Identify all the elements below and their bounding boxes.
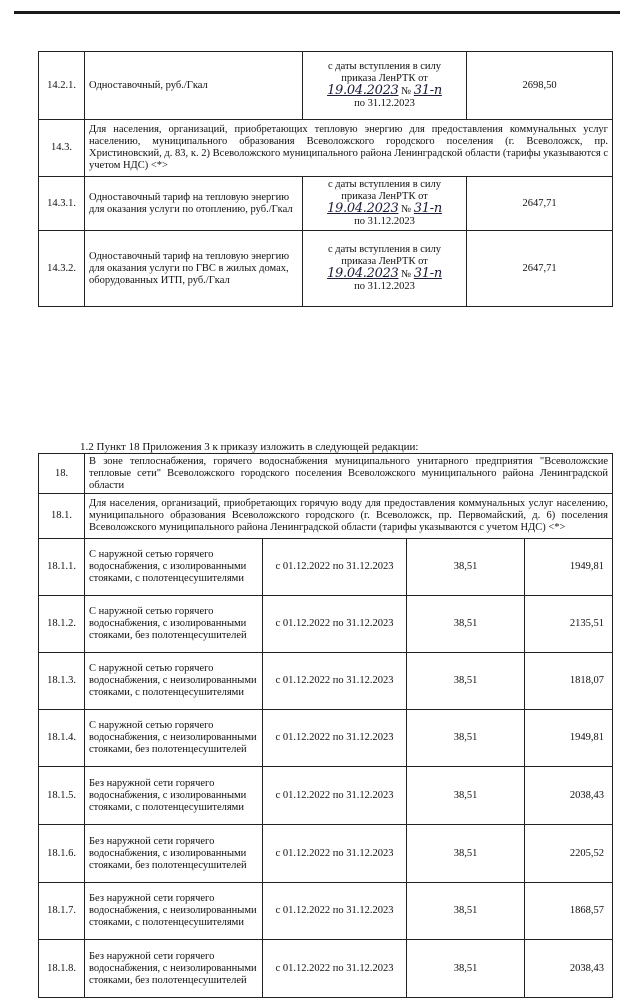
table-row [39,454,613,494]
tariff-table-hot-water [38,453,613,998]
validity-period: с 01.12.2022 по 31.12.2023 [263,539,407,596]
validity-period: с даты вступления в силу приказа ЛенРТК от 19.04.2023 № 31-п по 31.12.2023 [303,231,467,307]
tariff-value: 1949,81 [525,539,613,596]
row-number: 14.2.1. [39,52,85,120]
validity-period: с 01.12.2022 по 31.12.2023 [263,710,407,767]
row-description: Без наружной сети горячего водоснабжения, с неизолированными стояками, без полотенцесушителей [85,940,263,998]
row-number: 18. [39,454,85,494]
row-number: 18.1.7. [39,883,85,940]
component-value: 38,51 [407,940,525,998]
row-description: Без наружной сети горячего водоснабжения, с изолированными стояками, без полотенцесушителей [85,825,263,883]
table-row [39,710,613,767]
row-number: 18.1.6. [39,825,85,883]
component-value: 38,51 [407,825,525,883]
tariff-value: 2647,71 [467,231,613,307]
row-description: С наружной сетью горячего водоснабжения, с изолированными стояками, без полотенцесушителей [85,596,263,653]
table-row [39,52,613,120]
table-row [39,767,613,825]
handwritten-date: 19.04.2023 [327,201,399,216]
handwritten-date: 19.04.2023 [327,83,399,98]
section-description: Для населения, организаций, приобретающих горячую воду для предоставления коммунальных услуг населению, муниципального образования Всеволожского городского (г. Всеволожск, пр. Первомайский, д. 6) поселения Всеволожского муниципального района Ленинградской области (тарифы указываются с учетом НДС) <*> [85,494,613,539]
table-row [39,120,613,177]
tariff-value: 2135,51 [525,596,613,653]
component-value: 38,51 [407,539,525,596]
row-description: Одноставочный, руб./Гкал [85,52,303,120]
validity-period: с даты вступления в силу приказа ЛенРТК от 19.04.2023 № 31-п по 31.12.2023 [303,52,467,120]
component-value: 38,51 [407,767,525,825]
row-number: 18.1.4. [39,710,85,767]
row-number: 18.1.3. [39,653,85,710]
section-caption: 1.2 Пункт 18 Приложения 3 к приказу изложить в следующей редакции: [80,441,419,453]
row-number: 14.3.2. [39,231,85,307]
row-description: С наружной сетью горячего водоснабжения, с неизолированными стояками, с полотенцесушителями [85,653,263,710]
validity-period: с 01.12.2022 по 31.12.2023 [263,653,407,710]
row-description: Без наружной сети горячего водоснабжения, с неизолированными стояками, с полотенцесушителями [85,883,263,940]
row-number: 18.1.1. [39,539,85,596]
validity-period: с 01.12.2022 по 31.12.2023 [263,596,407,653]
validity-period: с 01.12.2022 по 31.12.2023 [263,940,407,998]
table-row [39,494,613,539]
component-value: 38,51 [407,653,525,710]
scan-edge-line [14,11,620,14]
tariff-value: 1949,81 [525,710,613,767]
table-row [39,596,613,653]
handwritten-order-number: 31-п [413,83,442,98]
section-description: Для населения, организаций, приобретающих тепловую энергию для предоставления коммунальных услуг населению, муниципального образования Всеволожского городского поселения (г. Всеволожск, пр. Христиновский, д. 83, к. 2) Всеволожского муниципального района Ленинградской области (тарифы указываются с учетом НДС) <*> [85,120,613,177]
table-row [39,653,613,710]
validity-period: с 01.12.2022 по 31.12.2023 [263,883,407,940]
tariff-table-heat [38,51,613,307]
tariff-value: 2038,43 [525,767,613,825]
row-description: С наружной сетью горячего водоснабжения, с изолированными стояками, с полотенцесушителями [85,539,263,596]
row-number: 14.3. [39,120,85,177]
table-row [39,825,613,883]
tariff-value: 1818,07 [525,653,613,710]
row-description: Одноставочный тариф на тепловую энергию для оказания услуги по ГВС в жилых домах, оборудованных ИТП, руб./Гкал [85,231,303,307]
validity-period: с даты вступления в силу приказа ЛенРТК от 19.04.2023 № 31-п по 31.12.2023 [303,177,467,231]
tariff-value: 1868,57 [525,883,613,940]
handwritten-order-number: 31-п [413,266,442,281]
section-description: В зоне теплоснабжения, горячего водоснабжения муниципального унитарного предприятия "Всеволожские тепловые сети" Всеволожского городского поселения Всеволожского муниципального района Ленинградской области [85,454,613,494]
table-row [39,883,613,940]
row-number: 18.1. [39,494,85,539]
row-description: Без наружной сети горячего водоснабжения, с изолированными стояками, с полотенцесушителями [85,767,263,825]
tariff-value: 2038,43 [525,940,613,998]
row-number: 14.3.1. [39,177,85,231]
tariff-value: 2698,50 [467,52,613,120]
table-row [39,940,613,998]
row-number: 18.1.2. [39,596,85,653]
table-row [39,231,613,307]
row-number: 18.1.8. [39,940,85,998]
row-description: Одноставочный тариф на тепловую энергию для оказания услуги по отоплению, руб./Гкал [85,177,303,231]
validity-period: с 01.12.2022 по 31.12.2023 [263,767,407,825]
row-number: 18.1.5. [39,767,85,825]
component-value: 38,51 [407,596,525,653]
component-value: 38,51 [407,883,525,940]
table-row [39,539,613,596]
table-row [39,177,613,231]
validity-period: с 01.12.2022 по 31.12.2023 [263,825,407,883]
handwritten-date: 19.04.2023 [327,266,399,281]
tariff-value: 2205,52 [525,825,613,883]
row-description: С наружной сетью горячего водоснабжения, с неизолированными стояками, без полотенцесушителей [85,710,263,767]
tariff-value: 2647,71 [467,177,613,231]
handwritten-order-number: 31-п [413,201,442,216]
component-value: 38,51 [407,710,525,767]
